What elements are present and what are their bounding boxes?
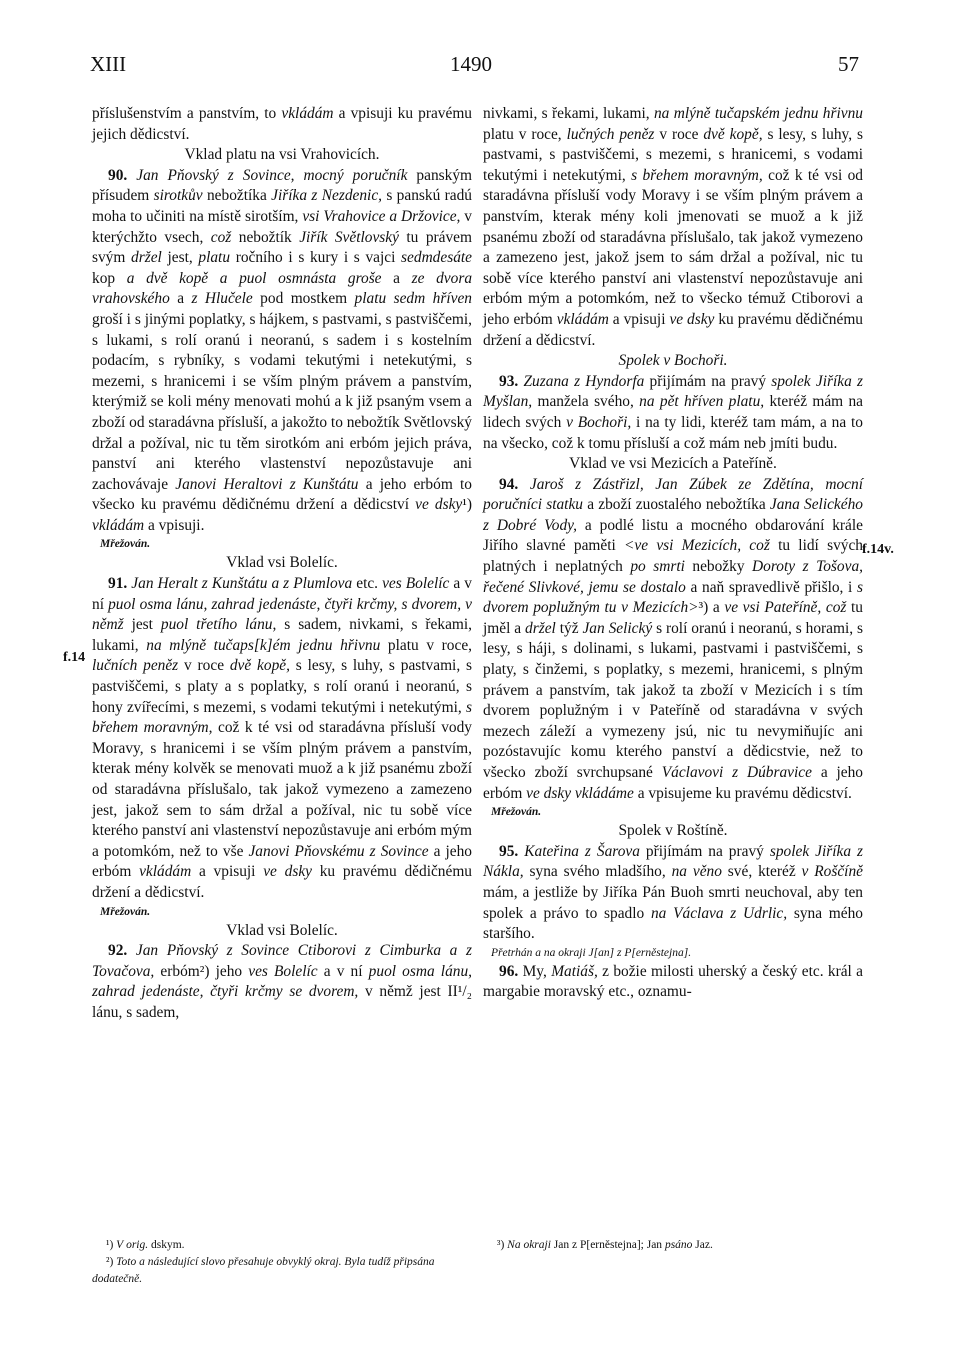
entry-paragraph bbox=[92, 104, 472, 145]
footnotes-right bbox=[483, 1237, 863, 1254]
italic-text: Na okraji bbox=[507, 1239, 551, 1251]
italic-text: ve dsky vkládáme bbox=[526, 784, 634, 802]
italic-text: z Hlučele bbox=[191, 290, 253, 308]
text-run: příslušenstvím a panstvím, to bbox=[92, 105, 282, 122]
text-run: a vpisuji ku pravému jejich dědicství. bbox=[92, 105, 472, 143]
italic-text: Přetrhán a na okraji bbox=[491, 946, 586, 959]
italic-text: Jiřík Světlovský bbox=[299, 228, 399, 246]
entry-paragraph bbox=[92, 574, 472, 904]
text-run: ¹) bbox=[106, 1239, 117, 1251]
text-run: platu v roce, bbox=[483, 125, 567, 143]
italic-text: Jiříka z Nezdenic, bbox=[271, 187, 382, 205]
italic-text: orig. bbox=[126, 1239, 149, 1251]
text-run: což k té vsi od staradávna přísluší vody Moravy, s hranicemi i se vším plným právem a panstvím, kterak mény kolvěk se menovati muož a k již psanému zboží od staradávna příslušalo, tak jakož vymezeno a zamezeno jest, jakož sem to sám držal a požíval, nic tu sobě více kterého panství ani vlastenství nepozůstavuje ani erbóm mým a potomkóm, než to vše bbox=[92, 719, 472, 860]
italic-text: na Václava z Udrlic, bbox=[650, 904, 788, 922]
text-run: a jeho erbóm bbox=[483, 764, 864, 802]
text-run: jest, bbox=[161, 249, 199, 267]
section-heading: Vklad platu na vsi Vrahovicích. bbox=[184, 146, 380, 164]
italic-text: psáno bbox=[664, 1239, 693, 1251]
italic-text: ve dsky bbox=[415, 496, 463, 514]
text-run: jest bbox=[123, 616, 161, 634]
text-run: dskym. bbox=[148, 1239, 185, 1251]
margin-note-f14v: f.14v. bbox=[862, 542, 894, 557]
footnote bbox=[92, 1254, 472, 1288]
text-run: v roce bbox=[178, 657, 230, 675]
italic-text: držel bbox=[525, 619, 556, 637]
italic-text: puol třetího lánu, bbox=[160, 616, 277, 634]
italic-text: spolek Jiříka z Myšlan, bbox=[483, 372, 863, 411]
text-run: a vpisuji bbox=[191, 863, 264, 881]
text-run: My, bbox=[518, 962, 552, 980]
text-run: a bbox=[169, 290, 192, 308]
text-run: ³) bbox=[497, 1239, 508, 1251]
text-run: s rolí oranú i neoranú, s horami, s lesy, s háji, s dolinami, s lukami, pastvami i pastviščemi, s platy, s činžemi, s poplatky, s mezemi, hranicemi, s plným právem a panstvím, tak jakož ta zboží v Mezicích i s tím dvorem poplužným i v Pateříně od staradávna v svých mezech záleží a vymezeny jsú, nic tu nevymiňujíc ani pozóstavujíc komu kterého panství a dědicstvie, než to všecko zboží svrchupsané bbox=[483, 619, 863, 781]
text-run: nivkami, s řekami, lukami, bbox=[483, 105, 654, 122]
editorial-note: Mřežován. bbox=[100, 538, 151, 551]
editorial-note bbox=[483, 945, 863, 962]
text-run: ku pravému dědičnému držení a dědicství. bbox=[483, 310, 864, 349]
italic-text: ves Bolelíc bbox=[382, 575, 450, 593]
italic-text: Jan Pňovský z Sovince, mocný poručník bbox=[136, 166, 408, 184]
italic-text: na mlýně tučaps[k]ém jednu hřivnu bbox=[146, 636, 381, 654]
text-run: ²) bbox=[106, 1256, 117, 1268]
text-run: ³) a bbox=[698, 599, 725, 617]
left-column bbox=[92, 104, 472, 1024]
text-run: a vpisujeme ku pravému dědicství. bbox=[633, 784, 852, 802]
italic-text: Matiáš, bbox=[551, 962, 598, 980]
section-heading: Vklad vsi Bolelíc. bbox=[226, 921, 338, 939]
text-run: a podlé listu a mocného obdarování krále Jiřího slavné paměti bbox=[483, 516, 863, 555]
italic-text: Zuzana z Hyndorfa bbox=[523, 372, 645, 390]
year-heading: 1490 bbox=[450, 52, 492, 76]
italic-text: v Roščíně bbox=[801, 863, 863, 881]
margin-note-f14: f.14 bbox=[63, 650, 86, 665]
page-number: 57 bbox=[838, 52, 859, 76]
footnote bbox=[92, 1237, 472, 1254]
italic-text: Doroty z Tošova, řečené Slivkové, jemu se dostalo bbox=[483, 558, 863, 596]
entry-paragraph bbox=[483, 962, 863, 1003]
entry-paragraph bbox=[483, 475, 863, 805]
entry-paragraph bbox=[92, 941, 472, 1023]
section-heading: Vklad vsi Bolelíc. bbox=[226, 554, 338, 572]
text-run: v kterýchžto vsech, bbox=[92, 207, 473, 246]
italic-text: <ve vsi Mezicích, což bbox=[624, 537, 770, 555]
italic-text: s břehem moravným, bbox=[92, 698, 472, 737]
text-run: ročního i s kury i s vajci bbox=[230, 249, 402, 267]
text-run: groší i s jinými poplatky, s hájkem, s pastvami, s pastviščemi, s lukami, s rolí oranú i neoranú, s sadem i s kostelním podacím, s rybníky, s vodami tekutými i netekutými, s mezemi, s hranicemi i se vším plným právem a panstvím, kterýmiž se koli mény menovati mohú a k již psaným vsem a zboží od staradávna přísluší, a jakožto to nebožtík Světlovský držal a požíval, nic tu těm sirotkóm ani erbóm jejich práva, panství ani kterého vlastenství nepozůstavuje ani zachovávaje bbox=[92, 310, 472, 493]
text-run: erbóm²) jeho bbox=[154, 962, 249, 980]
italic-text: ve dsky bbox=[263, 863, 312, 881]
text-run: s sadem, nivkami, s řekami, lukami, bbox=[92, 616, 472, 654]
italic-text: vkládám bbox=[556, 310, 609, 328]
entry-number: 94. bbox=[499, 475, 519, 493]
text-run: panským přísudem bbox=[92, 166, 472, 205]
footnotes-left bbox=[92, 1237, 472, 1288]
italic-text: vsi Vrahovice a Držovice, bbox=[302, 207, 461, 225]
italic-text: spolek Jiříka z Nákla, bbox=[483, 842, 863, 881]
italic-text: Václavovi z Dúbravice bbox=[661, 764, 812, 781]
text-run: ku pravému dědičnému držení a dědicství. bbox=[92, 863, 472, 901]
text-run: přijímám na pravý bbox=[639, 842, 770, 860]
italic-text: dvě kopě, bbox=[703, 125, 763, 143]
text-run: mám, a jestliže by Jiříka Pán Buoh smrti neuchoval, aby ten spolek a právo to spadlo bbox=[483, 883, 863, 922]
text-run: a v ní bbox=[317, 962, 369, 980]
text-run: s panskú radú moha to učiniti na místě sirotším, bbox=[92, 187, 472, 225]
text-run: tu jměl a bbox=[483, 599, 863, 637]
italic-text: vkládám bbox=[92, 516, 145, 534]
section-heading: Vklad ve vsi Mezicích a Pateříně. bbox=[569, 455, 777, 473]
text-run: kop bbox=[92, 269, 127, 287]
text-run: nebožtíka bbox=[202, 187, 272, 205]
text-run: a zboží zuostalého nebožtíka bbox=[582, 496, 770, 514]
entry-paragraph bbox=[483, 372, 863, 454]
text-run: i na ty lidi, kteréž tam mám, a na to na všecko, což k tomu přísluší a což mám neb jmíti budu. bbox=[483, 413, 863, 452]
italic-text: na pět hříven platu, bbox=[639, 393, 765, 411]
text-run: syna svého mladšího, bbox=[523, 863, 672, 881]
italic-text: platu bbox=[198, 249, 231, 267]
text-run: etc. bbox=[352, 575, 383, 593]
italic-text: Jana Selického z Dobré Vody, bbox=[483, 496, 863, 534]
italic-text: platu sedm hříven bbox=[354, 290, 472, 308]
text-run: nebožky bbox=[684, 558, 753, 576]
italic-text: po smrti bbox=[630, 558, 685, 576]
section-heading: Spolek v Bochoři. bbox=[618, 352, 728, 370]
italic-text: puol osma lánu, zahrad jedenáste, čtyři krčmy, s dvorem, v němž bbox=[92, 595, 472, 634]
volume-number: XIII bbox=[90, 52, 127, 76]
italic-text: sedmdesáte bbox=[401, 249, 472, 267]
italic-text: lučních peněz bbox=[92, 657, 179, 675]
text-run: s lesy, s luhy, s pastvami, s pastviščemi, s mezemi, s hranicemi, s vodami tekutými i netekutými, bbox=[483, 125, 863, 184]
italic-text: ze dvora vrahovského bbox=[92, 269, 473, 308]
text-run: týž bbox=[555, 619, 583, 637]
text-run: s lesy, s luhy, s pastvami, s pastviščemi, s platy a s poplatky, s rolí oranú i neoranú, s hony zvířecími, s mezemi, s vodami tekutými i netekutými, bbox=[92, 657, 472, 716]
text-run: a jeho erbóm to všecko ku pravému dědičnému držení a dědicství bbox=[92, 475, 472, 514]
italic-text: na věno bbox=[671, 863, 722, 881]
footnote bbox=[483, 1237, 863, 1254]
text-run: v roce bbox=[654, 125, 704, 143]
text-run: syna mého staršího. bbox=[483, 904, 863, 943]
entry-number: 93. bbox=[499, 372, 519, 390]
editorial-note: Mřežován. bbox=[491, 806, 542, 819]
text-run: a vpisuji bbox=[608, 310, 670, 328]
text-run: a vpisuji. bbox=[144, 516, 205, 534]
entry-paragraph bbox=[92, 166, 472, 537]
text-run: tu lidí svých platných i neplatných bbox=[483, 537, 863, 576]
italic-text: Janovi Pňovskému z Sovince bbox=[248, 842, 429, 860]
italic-text: s dvorem poplužným tu v Mezicích> bbox=[483, 578, 863, 617]
text-run: tu právem svým bbox=[92, 228, 472, 267]
text-run: pod mostkem bbox=[252, 290, 355, 308]
italic-text: ves Bolelíc bbox=[248, 962, 318, 980]
italic-text: puol osma lánu, zahrad jedenáste, čtyři krčmy se dvorem, bbox=[92, 962, 473, 1001]
italic-text: sirotkův bbox=[153, 187, 203, 205]
italic-text: Kateřina z Šarova bbox=[524, 842, 640, 860]
italic-text: Jan Pňovský z Sovince Ctiborovi z Cimburka a z Tovačova, bbox=[92, 942, 472, 980]
text-run: své, kteréž bbox=[721, 863, 802, 881]
italic-text: s břehem moravným, bbox=[631, 166, 763, 184]
italic-text: a dvě kopě a puol osmnásta groše bbox=[126, 269, 382, 287]
italic-text: Jaroš z Zástřizl, Jan Zúbek ze Zdětína, mocní poručníci statku bbox=[483, 475, 863, 514]
italic-text: na mlýně tučapském jednu hřivnu bbox=[653, 105, 863, 122]
entry-number: 96. bbox=[499, 962, 519, 980]
text-run: Jan z P[erněstejna]; Jan bbox=[550, 1239, 665, 1251]
italic-text: ve dsky bbox=[669, 310, 715, 328]
right-column bbox=[483, 104, 863, 1003]
italic-text: Toto a následující slovo přesahuje obvyklý okraj. Byla tudíž připsána dodatečně. bbox=[92, 1256, 435, 1285]
italic-text: V bbox=[116, 1239, 124, 1251]
text-run: a naň spravedlivě přišlo, i bbox=[685, 578, 857, 596]
italic-text: což bbox=[210, 228, 232, 246]
entry-number: 92. bbox=[108, 942, 128, 960]
italic-text: držel bbox=[131, 249, 162, 267]
text-run bbox=[518, 476, 530, 493]
text-run: což k té vsi od staradávna přísluší vody Moravy i se vším plným právem a panstvím, kterak mény koli jmenovati se muož a k již psanému zboží od staradávna příslušalo, tak jakož vymezeno a zamezeno jest, jakož jsem to sám držal a požíval, nic tu sobě více kterého panství ani vlastenství nepozůstavuje ani erbóm mým a potomkóm, než to všecko témuž Ctiborovi a jeho erbóm bbox=[483, 166, 864, 328]
text-run: a jeho erbóm bbox=[92, 842, 473, 881]
text-run: manžela svého, bbox=[532, 393, 640, 411]
italic-text: dvě kopě, bbox=[229, 657, 290, 675]
italic-text: Janovi Heraltovi z Kunštátu bbox=[175, 475, 359, 493]
text-run: platu v roce, bbox=[380, 636, 473, 654]
entry-paragraph bbox=[483, 842, 863, 945]
text-run: a v ní bbox=[92, 575, 472, 613]
entry-paragraph bbox=[483, 104, 863, 351]
text-run: nebožtík bbox=[231, 228, 300, 246]
text-run: z božie milosti uherský a český etc. král a margabie moravský etc., oznamu- bbox=[483, 962, 863, 1001]
italic-text: lučných peněz bbox=[566, 125, 655, 143]
italic-text: Jan Heralt z Kunštátu a z Plumlova bbox=[131, 575, 353, 593]
italic-text: vkládám bbox=[139, 863, 192, 881]
entry-number: 90. bbox=[108, 166, 128, 184]
text-run: Jaz. bbox=[692, 1239, 713, 1251]
italic-text: v Bochoři, bbox=[566, 413, 632, 431]
text-run: a bbox=[381, 269, 412, 287]
entry-number: 91. bbox=[108, 575, 128, 593]
text-run: ¹) bbox=[462, 496, 472, 514]
text-run: kteréž mám na lidech svých bbox=[483, 393, 863, 431]
text-run: v němž jest II¹/₂ lánu, s sadem, bbox=[92, 983, 473, 1021]
text-run: přijímám na pravý bbox=[644, 372, 772, 390]
entry-number: 95. bbox=[499, 842, 519, 860]
text-run: J[an] z P[erněstejna]. bbox=[585, 946, 692, 959]
italic-text: vkládám bbox=[281, 105, 334, 122]
italic-text: Jan Selický bbox=[582, 619, 653, 637]
text-run bbox=[127, 167, 136, 184]
italic-text: ve vsi Pateříně, což bbox=[724, 599, 847, 617]
text-run bbox=[127, 942, 136, 959]
editorial-note: Mřežován. bbox=[100, 905, 151, 918]
section-heading: Spolek v Roštíně. bbox=[618, 822, 728, 840]
